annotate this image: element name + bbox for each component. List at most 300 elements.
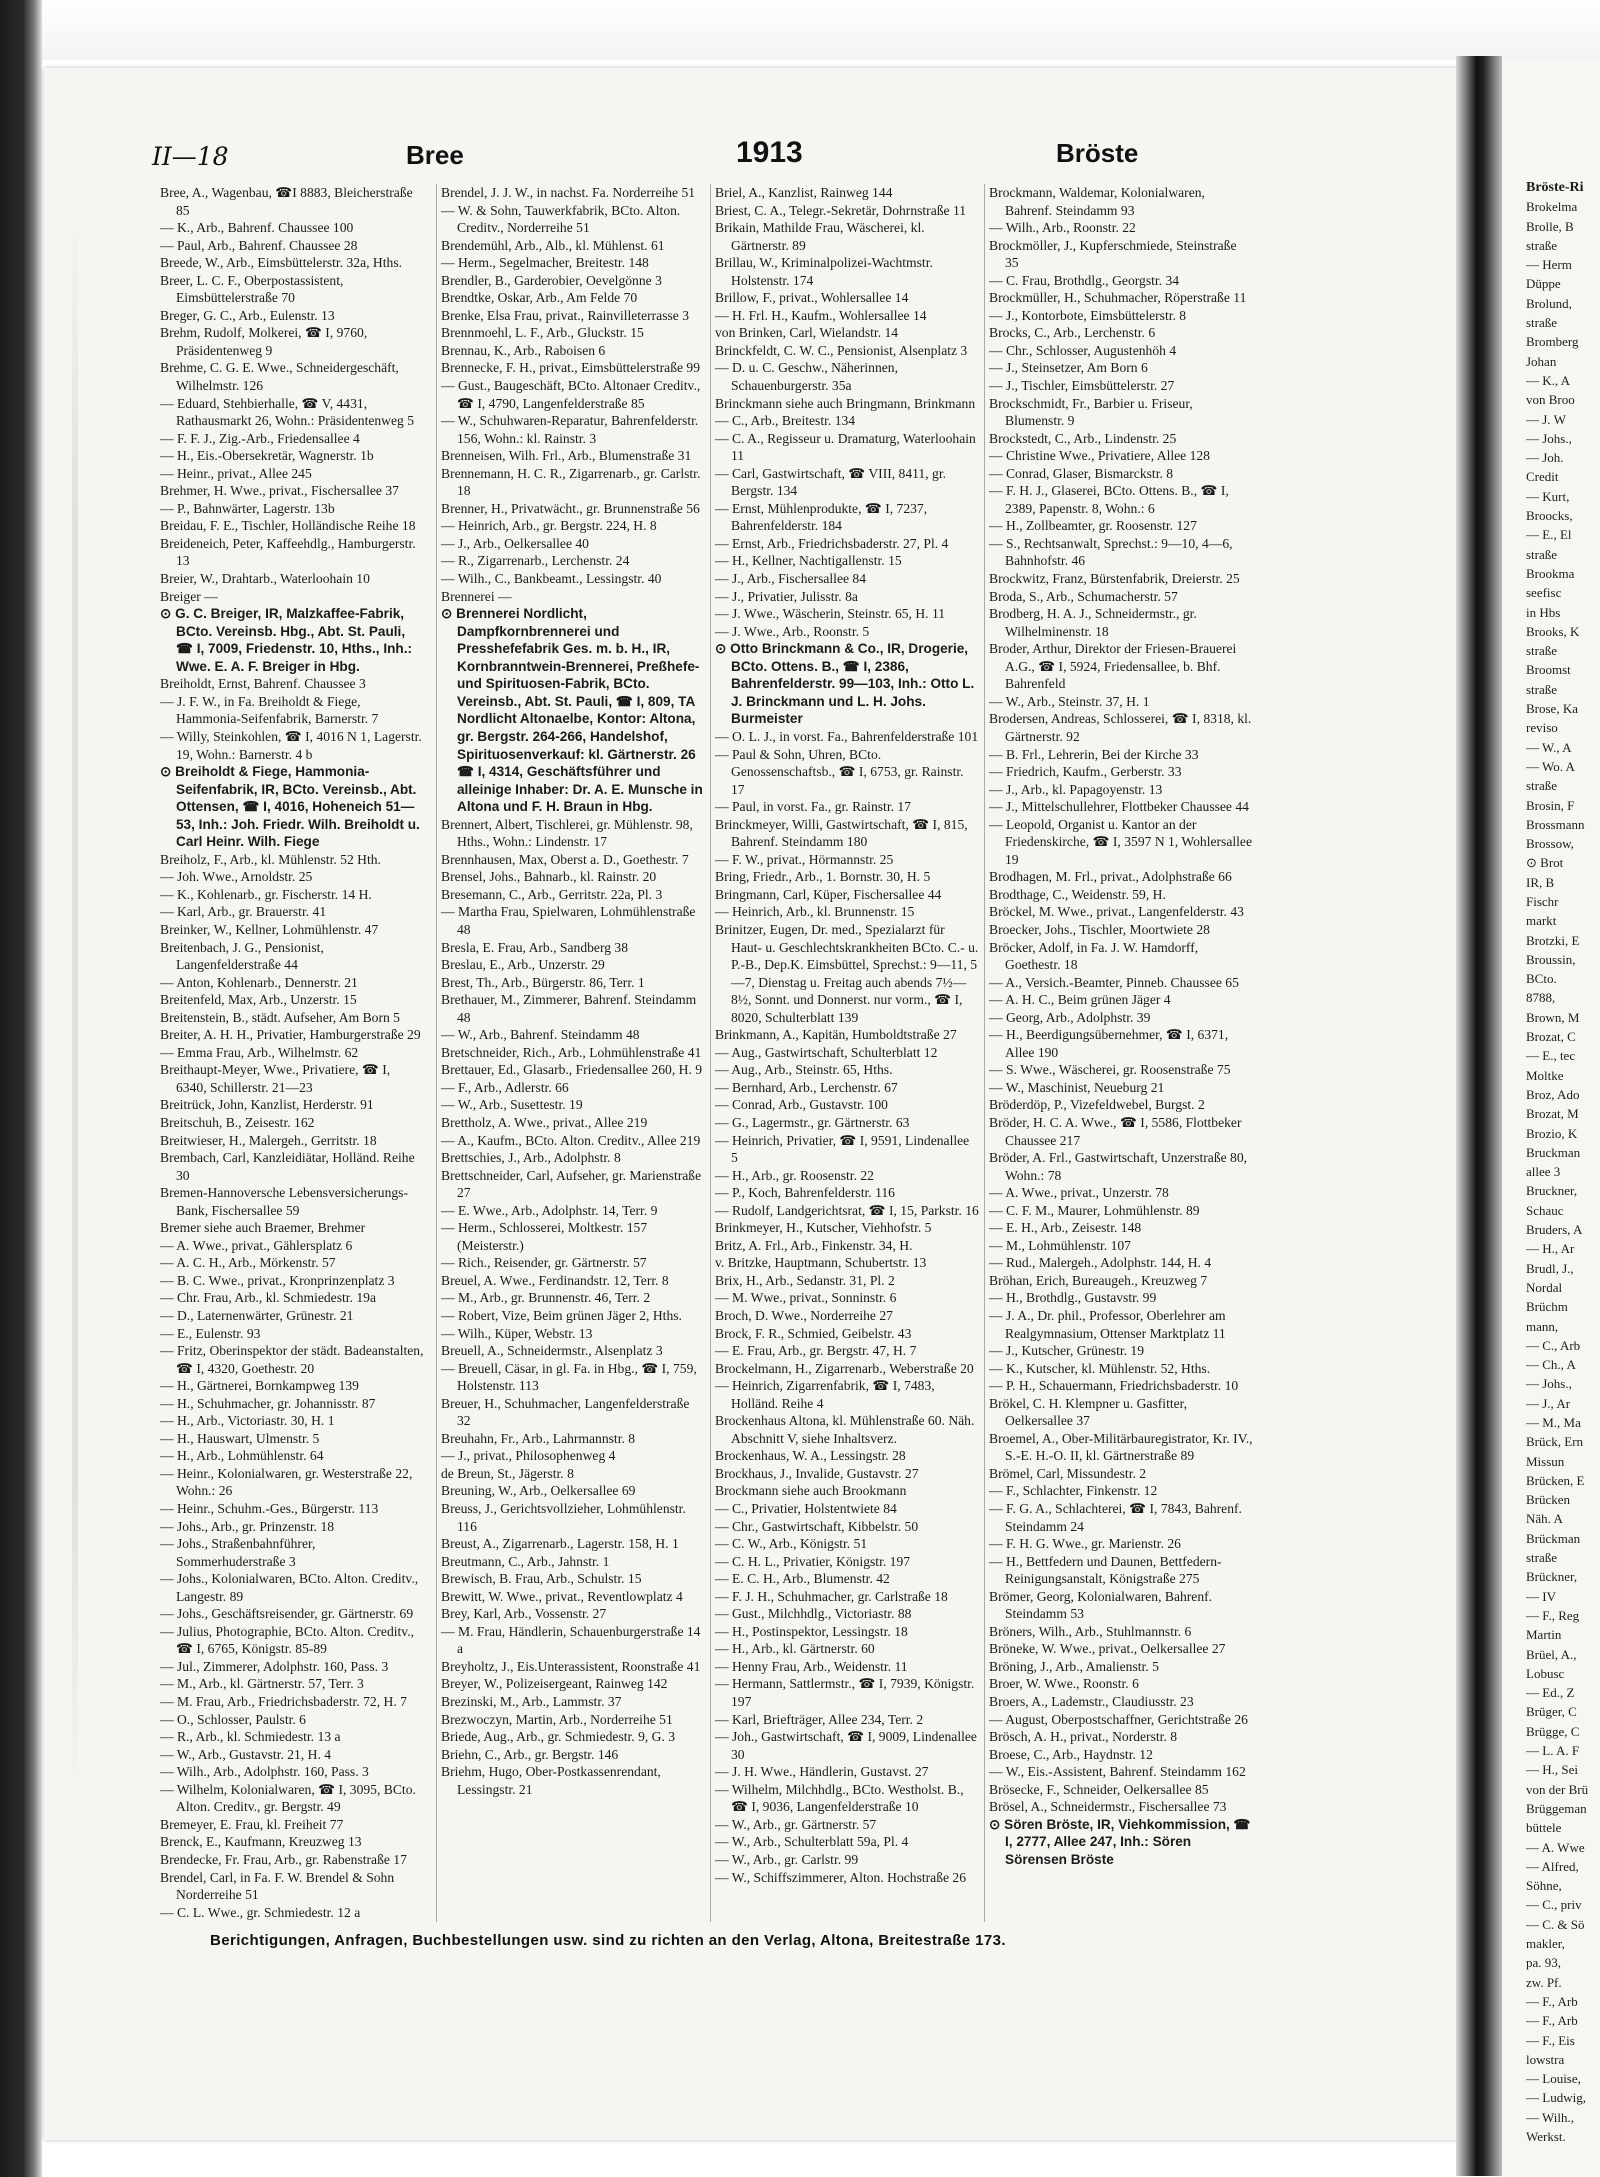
- facing-page-line: Brozat, C: [1526, 1029, 1576, 1045]
- facing-page-line: — Wo. A: [1526, 758, 1575, 774]
- directory-entry: — Anton, Kohlenarb., Dennerstr. 21: [160, 974, 358, 990]
- directory-entry: — J., Kutscher, Grünestr. 19: [989, 1343, 1145, 1359]
- facing-page-line: — F., Reg: [1526, 1607, 1580, 1623]
- facing-page-line: — C. & Sö: [1526, 1916, 1585, 1932]
- directory-entry: Breuning, W., Arb., Oelkersallee 69: [441, 1483, 636, 1499]
- directory-entry: Breuel, A. Wwe., Ferdinandstr. 12, Terr. 8: [441, 1272, 669, 1288]
- facing-page-line: Bromberg: [1526, 334, 1579, 350]
- directory-entry: — Henny Frau, Arb., Weidenstr. 11: [715, 1658, 908, 1674]
- directory-entry: Bremeyer, E. Frau, kl. Freiheit 77: [160, 1816, 344, 1832]
- facing-page-line: Brückman: [1526, 1530, 1581, 1546]
- directory-entry: Bröder, A. Frl., Gastwirtschaft, Unzerstraße 80, Wohn.: 78: [989, 1150, 1248, 1183]
- directory-entry: — R., Zigarrenarb., Lerchenstr. 24: [441, 553, 630, 569]
- directory-entry: — Heinrich, Arb., kl. Brunnenstr. 15: [715, 904, 915, 920]
- directory-entry: — M., Arb., kl. Gärtnerstr. 57, Terr. 3: [160, 1676, 364, 1692]
- directory-column-4: [984, 184, 1253, 1922]
- directory-entry: Brikain, Mathilde Frau, Wäscherei, kl. Gärtnerstr. 89: [715, 220, 925, 253]
- directory-entry: — Ernst, Arb., Friedrichsbaderstr. 27, Pl. 4: [715, 535, 949, 551]
- directory-entry: Brendtke, Oskar, Arb., Am Felde 70: [441, 290, 638, 306]
- facing-page-line: in Hbs: [1526, 604, 1561, 620]
- directory-entry: — C. W., Arb., Königstr. 51: [715, 1536, 868, 1552]
- directory-entry: Brewisch, B. Frau, Arb., Schulstr. 15: [441, 1571, 642, 1587]
- facing-page-line: — C., Arb: [1526, 1337, 1581, 1353]
- facing-page-line: pa. 93,: [1526, 1955, 1562, 1971]
- directory-entry: ⊙ Otto Brinckmann & Co., IR, Drogerie, BCto. Ottens. B., ☎ I, 2386, Bahrenfelderstr. 99—103, Inh.: Otto L. J. Brinckmann und L. H. Johs. Burmeister: [715, 641, 975, 727]
- directory-entry: Brockstedt, C., Arb., Lindenstr. 25: [989, 430, 1177, 446]
- directory-entry: — M. Frau, Arb., Friedrichsbaderstr. 72, H. 7: [160, 1694, 407, 1710]
- facing-page-line: straße: [1526, 546, 1558, 562]
- directory-entry: — H., Postinspektor, Lessingstr. 18: [715, 1623, 908, 1639]
- directory-entry: Britz, A. Frl., Arb., Finkenstr. 34, H.: [715, 1237, 913, 1253]
- directory-entry: — J., Arb., Oelkersallee 40: [441, 535, 589, 551]
- directory-entry: — W., Arb., Schulterblatt 59a, Pl. 4: [715, 1834, 909, 1850]
- directory-entry: Brockhaus, J., Invalide, Gustavstr. 27: [715, 1465, 919, 1481]
- directory-entry: Bröneke, W. Wwe., privat., Oelkersallee 27: [989, 1641, 1226, 1657]
- directory-entry: — J., Arb., Fischersallee 84: [715, 571, 867, 587]
- directory-entry: — Johs., Kolonialwaren, BCto. Alton. Creditv., Langestr. 89: [160, 1571, 419, 1604]
- directory-entry: — Wilh., Arb., Roonstr. 22: [989, 220, 1136, 236]
- directory-entry: Brinckmeyer, Willi, Gastwirtschaft, ☎ I, 815, Bahrenf. Steindamm 180: [715, 816, 968, 850]
- directory-entry: — H., Gärtnerei, Bornkampweg 139: [160, 1378, 359, 1394]
- directory-entry: — W., Maschinist, Neueburg 21: [989, 1079, 1165, 1095]
- directory-entry: — Rudolf, Landgerichtsrat, ☎ I, 15, Parkstr. 16: [715, 1202, 979, 1218]
- directory-entry: Brockmüller, H., Schuhmacher, Röperstraße 11: [989, 290, 1247, 306]
- running-head-right: Bröste: [1056, 138, 1139, 168]
- directory-entry: — Heinrich, Privatier, ☎ I, 9591, Lindenallee 5: [715, 1132, 970, 1166]
- directory-entry: Brennmoehl, L. F., Arb., Gluckstr. 15: [441, 325, 644, 341]
- directory-entry: — W. & Sohn, Tauwerkfabrik, BCto. Alton. Creditv., Norderreihe 51: [441, 202, 681, 236]
- directory-entry: — Paul, Arb., Bahrenf. Chaussee 28: [160, 237, 358, 253]
- directory-column-1: [160, 184, 424, 1922]
- facing-page-line: von der Brü: [1526, 1781, 1589, 1797]
- facing-page-line: straße: [1526, 1550, 1558, 1566]
- facing-page-line: straße: [1526, 681, 1558, 697]
- directory-entry: — Robert, Vize, Beim grünen Jäger 2, Hths.: [441, 1308, 682, 1323]
- directory-entry: Broda, S., Arb., Schumacherstr. 57: [989, 588, 1178, 604]
- directory-entry: ⊙ Brennerei Nordlicht, Dampfkornbrennerei und Presshefefabrik Ges. m. b. H., IR, Kornbranntwein-Brennerei, Preßhefe- und Spirituosen-Fabrik, BCto. Vereinsb., Abt. St. Pauli, ☎ I, 809, TA Nordlicht Altonaelbe, Kontor: Altona, gr. Bergstr. 264-266, Handelshof, Spirituosenverkauf: kl. Gärtnerstr. 26 ☎ I, 4314, Geschäftsführer und alleinige Inhaber: Dr. A. E. Munsche in Altona und F. H. Braun in Hbg.: [441, 606, 703, 815]
- directory-entry: Brinkmann, A., Kapitän, Humboldtstraße 27: [715, 1027, 957, 1043]
- directory-entry: — Joh. Wwe., Arnoldstr. 25: [160, 869, 313, 885]
- directory-entry: — P. H., Schauermann, Friedrichsbaderstr. 10: [989, 1378, 1239, 1394]
- facing-page-line: Schauc: [1526, 1202, 1564, 1218]
- directory-entry: Brockmann siehe auch Brookmann: [715, 1483, 907, 1499]
- facing-page-line: — Louise,: [1526, 2071, 1581, 2087]
- directory-entry: — Johs., Geschäftsreisender, gr. Gärtnerstr. 69: [160, 1606, 414, 1622]
- directory-entry: Bretschneider, Rich., Arb., Lohmühlenstraße 41: [441, 1044, 702, 1060]
- directory-entry: ⊙ Sören Bröste, IR, Viehkommission, ☎ I, 2777, Allee 247, Inh.: Sören Sörensen Bröste: [989, 1816, 1251, 1867]
- directory-entry: Brinckmann siehe auch Bringmann, Brinkmann: [715, 395, 976, 411]
- directory-entry: Breutmann, C., Arb., Jahnstr. 1: [441, 1553, 610, 1569]
- directory-entry: Brennau, K., Arb., Raboisen 6: [441, 342, 606, 358]
- directory-entry: — Wilhelm, Kolonialwaren, ☎ I, 3095, BCto. Alton. Creditv., gr. Bergstr. 49: [160, 1781, 416, 1815]
- facing-page-line: Brücken, E: [1526, 1472, 1585, 1488]
- facing-page-line: — L. A. F: [1526, 1743, 1580, 1759]
- facing-page-line: — Ed., Z: [1526, 1685, 1575, 1701]
- directory-entry: Breidau, F. E., Tischler, Holländische Reihe 18: [160, 518, 416, 534]
- directory-entry: Bröners, Wilh., Arb., Stuhlmannstr. 6: [989, 1623, 1192, 1639]
- facing-page-line: zw. Pf.: [1526, 1974, 1562, 1990]
- directory-entry: Brock, F. R., Schmied, Geibelstr. 43: [715, 1325, 912, 1341]
- directory-entry: — K., Arb., Bahrenf. Chaussee 100: [160, 220, 354, 236]
- facing-page-line: Fischr: [1526, 893, 1559, 909]
- facing-page-line: Broz, Ado: [1526, 1086, 1580, 1102]
- directory-entry: Breiger —: [160, 588, 218, 604]
- facing-page-line: — Wilh.,: [1526, 2109, 1574, 2125]
- directory-entry: Brethauer, M., Zimmerer, Bahrenf. Steindamm 48: [441, 992, 697, 1025]
- facing-page-line: Brudl, J.,: [1526, 1260, 1574, 1276]
- facing-page-line: Bröste-Ri: [1526, 180, 1584, 195]
- directory-entry: Breitrück, John, Kanzlist, Herderstr. 91: [160, 1097, 374, 1113]
- directory-entry: — Paul, in vorst. Fa., gr. Rainstr. 17: [715, 799, 911, 815]
- directory-entry: Brösecke, F., Schneider, Oelkersallee 85: [989, 1781, 1209, 1797]
- facing-page-line: Brüggeman: [1526, 1800, 1587, 1816]
- facing-page-line: — IV: [1526, 1588, 1556, 1604]
- directory-entry: Brettholz, A. Wwe., privat., Allee 219: [441, 1114, 648, 1130]
- directory-entry: Brennecke, F. H., privat., Eimsbüttelerstraße 99: [441, 360, 701, 376]
- facing-page-line: Brotzki, E: [1526, 932, 1580, 948]
- directory-entry: Brömel, Carl, Missundestr. 2: [989, 1465, 1147, 1481]
- directory-column-3: [710, 184, 979, 1922]
- facing-page-line: — F., Arb: [1526, 2013, 1578, 2029]
- directory-entry: — J., Mittelschullehrer, Flottbeker Chaussee 44: [989, 799, 1249, 815]
- directory-entry: — Julius, Photographie, BCto. Alton. Creditv., ☎ I, 6765, Königstr. 85-89: [160, 1623, 415, 1657]
- directory-entry: — D. u. C. Geschw., Näherinnen, Schauenburgerstr. 35a: [715, 360, 898, 394]
- running-head-year: 1913: [736, 136, 803, 169]
- directory-entry: Breyer, W., Polizeisergeant, Rainweg 142: [441, 1676, 668, 1692]
- directory-entry: — Wilh., Arb., Adolphstr. 160, Pass. 3: [160, 1764, 369, 1780]
- directory-entry: Breust, A., Zigarrenarb., Lagerstr. 158, H. 1: [441, 1536, 679, 1552]
- directory-entry: — B. Frl., Lehrerin, Bei der Kirche 33: [989, 746, 1199, 762]
- directory-entry: Bree, A., Wagenbau, ☎I 8883, Bleicherstraße 85: [160, 185, 413, 218]
- directory-entry: — A. H. C., Beim grünen Jäger 4: [989, 992, 1171, 1008]
- directory-entry: — F. J. H., Schuhmacher, gr. Carlstraße 18: [715, 1588, 948, 1604]
- facing-page-line: — F., Eis: [1526, 2032, 1575, 2048]
- directory-entry: Breuss, J., Gerichtsvollzieher, Lohmühlenstr. 116: [441, 1501, 686, 1534]
- directory-entry: Briehm, Hugo, Ober-Postkassenrendant, Lessingstr. 21: [441, 1764, 661, 1797]
- directory-entry: — Ernst, Mühlenprodukte, ☎ I, 7237, Bahrenfelderstr. 184: [715, 500, 928, 534]
- facing-page-line: allee 3: [1526, 1164, 1561, 1180]
- facing-page-line: — M., Ma: [1526, 1415, 1581, 1430]
- directory-entry: Brensel, Johs., Bahnarb., kl. Rainstr. 20: [441, 869, 657, 885]
- facing-page-line: Bruckman: [1526, 1144, 1581, 1160]
- directory-entry: — S., Rechtsanwalt, Sprechst.: 9—10, 4—6, Bahnhofstr. 46: [989, 535, 1233, 569]
- page-number: II—18: [152, 142, 229, 171]
- directory-entry: Brösel, A., Schneidermstr., Fischersallee 73: [989, 1799, 1227, 1815]
- directory-entry: Breiter, A. H. H., Privatier, Hamburgerstraße 29: [160, 1027, 421, 1043]
- directory-entry: Broecker, Johs., Tischler, Moortwiete 28: [989, 921, 1210, 937]
- facing-page-line: — Joh.: [1526, 450, 1564, 466]
- directory-entry: — O. L. J., in vorst. Fa., Bahrenfelderstraße 101: [715, 728, 979, 744]
- directory-entry: Breyholtz, J., Eis.Unterassistent, Roonstraße 41: [441, 1658, 701, 1674]
- directory-entry: — Wilh., C., Bankbeamt., Lessingstr. 40: [441, 571, 662, 587]
- directory-entry: Briest, C. A., Telegr.-Sekretär, Dohrnstraße 11: [715, 202, 967, 218]
- facing-page-line: Brück, Ern: [1526, 1434, 1584, 1450]
- directory-entry: — Gust., Baugeschäft, BCto. Altonaer Creditv., ☎ I, 4790, Langenfelderstraße 85: [441, 378, 701, 411]
- directory-column-2: [436, 184, 705, 1922]
- directory-entry: Broch, D. Wwe., Norderreihe 27: [715, 1308, 893, 1323]
- facing-page-line: Bruckner,: [1526, 1183, 1578, 1199]
- facing-page-line: Brücken: [1526, 1492, 1571, 1508]
- directory-entry: — O., Schlosser, Paulstr. 6: [160, 1711, 306, 1727]
- facing-page-line: Brokelma: [1526, 199, 1578, 215]
- facing-page-line: 8788,: [1526, 990, 1556, 1006]
- facing-page-line: Broussin,: [1526, 951, 1576, 967]
- directory-entry: — W., Arb., gr. Gärtnerstr. 57: [715, 1816, 877, 1832]
- directory-entry: Brockenhaus, W. A., Lessingstr. 28: [715, 1448, 906, 1464]
- directory-entry: — H., Arb., Lohmühlenstr. 64: [160, 1448, 324, 1464]
- facing-page-line: BCto.: [1526, 971, 1557, 987]
- directory-entry: — W., Eis.-Assistent, Bahrenf. Steindamm 162: [989, 1764, 1246, 1780]
- facing-page-line: Lobusc: [1526, 1665, 1565, 1681]
- facing-page-line: straße: [1526, 315, 1558, 331]
- directory-entry: — J. A., Dr. phil., Professor, Oberlehrer am Realgymnasium, Ottenser Marktplatz 11: [989, 1308, 1226, 1341]
- directory-entry: — Leopold, Organist u. Kantor an der Friedenskirche, ☎ I, 3597 N 1, Wohlersallee 19: [989, 816, 1252, 867]
- directory-entry: — J. F. W., in Fa. Breiholdt & Fiege, Hammonia-Seifenfabrik, Barnerstr. 7: [160, 693, 379, 727]
- page-header: [152, 132, 1452, 172]
- directory-entry: — W., Arb., gr. Carlstr. 99: [715, 1851, 859, 1867]
- directory-entry: Brendler, B., Garderobier, Oevelgönne 3: [441, 272, 662, 288]
- directory-entry: — C. Frau, Brothdlg., Georgstr. 34: [989, 272, 1180, 288]
- directory-entry: Brehmer, H. Wwe., privat., Fischersallee 37: [160, 483, 399, 499]
- facing-page-line: straße: [1526, 778, 1558, 794]
- directory-entry: Briehn, C., Arb., gr. Bergstr. 146: [441, 1746, 619, 1762]
- directory-entry: — Paul & Sohn, Uhren, BCto. Genossenschaftsb., ☎ I, 6753, gr. Rainstr. 17: [715, 746, 964, 797]
- directory-entry: — H. Frl. H., Kaufm., Wohlersallee 14: [715, 307, 927, 323]
- directory-entry: — H., Arb., gr. Roosenstr. 22: [715, 1167, 874, 1183]
- directory-entry: — A., Versich.-Beamter, Pinneb. Chaussee 65: [989, 974, 1239, 990]
- directory-entry: — C. L. Wwe., gr. Schmiedestr. 12 a: [160, 1904, 361, 1920]
- directory-entry: — Chr., Gastwirtschaft, Kibbelstr. 50: [715, 1518, 919, 1534]
- directory-entry: Breitenstein, B., städt. Aufseher, Am Born 5: [160, 1009, 400, 1025]
- facing-page-line: Broocks,: [1526, 508, 1573, 524]
- facing-page-line: — C., priv: [1526, 1897, 1582, 1913]
- directory-entry: — E. Wwe., Arb., Adolphstr. 14, Terr. 9: [441, 1202, 658, 1218]
- directory-entry: Brösch, A. H., privat., Norderstr. 8: [989, 1729, 1178, 1745]
- facing-page-line: von Broo: [1526, 392, 1575, 408]
- directory-entry: Brennhausen, Max, Oberst a. D., Goethestr. 7: [441, 851, 689, 867]
- facing-page-line: Missun: [1526, 1453, 1565, 1469]
- directory-entry: Brewitt, W. Wwe., privat., Reventlowplatz 4: [441, 1588, 683, 1604]
- facing-page-line: markt: [1526, 913, 1557, 929]
- directory-entry: Brenneisen, Wilh. Frl., Arb., Blumenstraße 31: [441, 448, 692, 464]
- directory-entry: Breuell, A., Schneidermstr., Alsenplatz 3: [441, 1343, 663, 1359]
- facing-page-line: Brossmann: [1526, 816, 1585, 832]
- directory-entry: Brodhagen, M. Frl., privat., Adolphstraße 66: [989, 869, 1232, 885]
- directory-entry: — Willy, Steinkohlen, ☎ I, 4016 N 1, Lagerstr. 19, Wohn.: Barnerstr. 4 b: [160, 728, 422, 762]
- directory-entry: Brockelmann, H., Zigarrenarb., Weberstraße 20: [715, 1360, 974, 1376]
- directory-entry: von Brinken, Carl, Wielandstr. 14: [715, 325, 899, 341]
- directory-entry: Brennemann, H. C. R., Zigarrenarb., gr. Carlstr. 18: [441, 465, 701, 499]
- directory-entry: Bröcker, Adolf, in Fa. J. W. Hamdorff, Goethestr. 18: [989, 939, 1199, 973]
- book-spine: [1456, 56, 1502, 2176]
- directory-entry: — H., Eis.-Obersekretär, Wagnerstr. 1b: [160, 448, 374, 464]
- directory-entry: — G., Lagermstr., gr. Gärtnerstr. 63: [715, 1114, 910, 1130]
- facing-page-line: seefisc: [1526, 585, 1562, 601]
- directory-entry: — A. Wwe., privat., Unzerstr. 78: [989, 1185, 1169, 1201]
- directory-entry: — Herm., Schlosserei, Moltkestr. 157 (Meisterstr.): [441, 1220, 648, 1253]
- directory-entry: — P., Bahnwärter, Lagerstr. 13b: [160, 500, 335, 516]
- directory-entry: Brehm, Rudolf, Molkerei, ☎ I, 9760, Präsidentenweg 9: [160, 325, 368, 358]
- directory-entry: — H., Schuhmacher, gr. Johannisstr. 87: [160, 1395, 376, 1411]
- directory-entry: — H., Zollbeamter, gr. Roosenstr. 127: [989, 518, 1197, 534]
- directory-entry: Brehme, C. G. E. Wwe., Schneidergeschäft, Wilhelmstr. 126: [160, 360, 399, 394]
- directory-entry: Brendecke, Fr. Frau, Arb., gr. Rabenstraße 17: [160, 1851, 407, 1867]
- directory-entry: — Conrad, Glaser, Bismarckstr. 8: [989, 465, 1174, 481]
- directory-entry: Bresemann, C., Arb., Gerritstr. 22a, Pl. 3: [441, 886, 663, 902]
- facing-page-line: Brose, Ka: [1526, 701, 1578, 717]
- directory-entry: — W., Arb., Steinstr. 37, H. 1: [989, 693, 1150, 709]
- directory-entry: — Gust., Milchhdlg., Victoriastr. 88: [715, 1606, 912, 1622]
- directory-entry: Brembach, Carl, Kanzleidiätar, Holländ. Reihe 30: [160, 1150, 415, 1183]
- directory-entry: Broese, C., Arb., Haydnstr. 12: [989, 1746, 1153, 1762]
- directory-entry: Breitenbach, J. G., Pensionist, Langenfelderstraße 44: [160, 939, 324, 973]
- directory-entry: — E. C. H., Arb., Blumenstr. 42: [715, 1571, 890, 1587]
- directory-entry: — K., Kohlenarb., gr. Fischerstr. 14 H.: [160, 886, 372, 902]
- facing-page-line: Nordal: [1526, 1279, 1563, 1295]
- directory-entry: — Heinr., Schuhm.-Ges., Bürgerstr. 113: [160, 1501, 379, 1517]
- directory-entry: Brockenhaus Altona, kl. Mühlenstraße 60. Näh. Abschnitt V, siehe Inhaltsverz.: [715, 1413, 975, 1446]
- facing-page-line: Näh. A: [1526, 1511, 1563, 1527]
- directory-entry: v. Britzke, Hauptmann, Schubertstr. 13: [715, 1255, 927, 1271]
- directory-entry: — Wilh., Küper, Webstr. 13: [441, 1325, 593, 1341]
- directory-entry: Bremen-Hannoversche Lebensversicherungs-Bank, Fischersallee 59: [160, 1185, 408, 1218]
- directory-entry: — Georg, Arb., Adolphstr. 39: [989, 1009, 1151, 1025]
- directory-entry: Brodthage, C., Weidenstr. 59, H.: [989, 886, 1166, 902]
- directory-entry: — C., Privatier, Holstentwiete 84: [715, 1501, 897, 1517]
- facing-page-line: mann,: [1526, 1318, 1559, 1334]
- directory-entry: Brezwoczyn, Martin, Arb., Norderreihe 51: [441, 1711, 673, 1727]
- directory-entry: Breideneich, Peter, Kaffeehdlg., Hamburgerstr. 13: [160, 535, 416, 569]
- directory-entry: Brezinski, M., Arb., Lammstr. 37: [441, 1694, 622, 1710]
- facing-page-line: Broomst: [1526, 662, 1571, 678]
- directory-entry: — E., Eulenstr. 93: [160, 1325, 261, 1341]
- facing-page-line: Brosin, F: [1526, 797, 1575, 813]
- facing-page-line: — Alfred,: [1526, 1858, 1579, 1874]
- directory-entry: Breede, W., Arb., Eimsbüttelerstr. 32a, Hths.: [160, 255, 403, 271]
- directory-entry: Brenke, Elsa Frau, privat., Rainvilleterrasse 3: [441, 307, 690, 323]
- directory-entry: Breuhahn, Fr., Arb., Lahrmannstr. 8: [441, 1430, 636, 1446]
- directory-entry: Brix, H., Arb., Sedanstr. 31, Pl. 2: [715, 1272, 895, 1288]
- directory-entry: — J. H. Wwe., Händlerin, Gustavst. 27: [715, 1764, 929, 1780]
- directory-entry: Bringmann, Carl, Küper, Fischersallee 44: [715, 886, 942, 902]
- directory-entry: Bring, Friedr., Arb., 1. Bornstr. 30, H. 5: [715, 869, 931, 885]
- facing-page-line: Brolund,: [1526, 295, 1572, 311]
- directory-entry: — F. H. G. Wwe., gr. Marienstr. 26: [989, 1536, 1181, 1552]
- directory-entry: — Rich., Reisender, gr. Gärtnerstr. 57: [441, 1255, 647, 1271]
- facing-page-line: Söhne,: [1526, 1878, 1562, 1894]
- facing-page: [1502, 60, 1600, 2177]
- scan-top-edge: [0, 0, 1600, 60]
- directory-entry: Broemel, A., Ober-Militärbauregistrator, Kr. IV., S.-E. H.-O. II, kl. Gärtnerstraße 89: [989, 1430, 1253, 1464]
- directory-entry: — Breuell, Cäsar, in gl. Fa. in Hbg., ☎ I, 759, Holstenstr. 113: [441, 1360, 697, 1394]
- directory-entry: Brenck, E., Kaufmann, Kreuzweg 13: [160, 1834, 362, 1850]
- facing-page-line: lowstra: [1526, 2051, 1565, 2067]
- directory-entry: — Heinrich, Arb., gr. Bergstr. 224, H. 8: [441, 518, 657, 534]
- directory-entry: — Martha Frau, Spielwaren, Lohmühlenstraße 48: [441, 904, 696, 937]
- directory-entry: — Hermann, Sattlermstr., ☎ I, 7939, Königstr. 197: [715, 1676, 975, 1710]
- directory-entry: Brendel, Carl, in Fa. F. W. Brendel & Sohn Norderreihe 51: [160, 1869, 395, 1903]
- directory-entry: Briede, Aug., Arb., gr. Schmiedestr. 9, G. 3: [441, 1729, 676, 1745]
- directory-entry: — H., Arb., Victoriastr. 30, H. 1: [160, 1413, 335, 1429]
- facing-page-line: — J. W: [1526, 411, 1566, 427]
- directory-entry: Brocks, C., Arb., Lerchenstr. 6: [989, 325, 1156, 341]
- directory-entry: — Herm., Segelmacher, Breitestr. 148: [441, 255, 649, 271]
- directory-entry: Bröckel, M. Wwe., privat., Langenfelderstr. 43: [989, 904, 1244, 920]
- directory-entry: — J., privat., Philosophenweg 4: [441, 1448, 616, 1464]
- directory-entry: — Emma Frau, Arb., Wilhelmstr. 62: [160, 1044, 359, 1060]
- facing-page-line: — Kurt,: [1526, 488, 1570, 504]
- directory-entry: Breer, L. C. F., Oberpostassistent, Eimsbüttelerstraße 70: [160, 272, 344, 306]
- directory-entry: — E. H., Arb., Zeisestr. 148: [989, 1220, 1142, 1236]
- directory-entry: ⊙ G. C. Breiger, IR, Malzkaffee-Fabrik, BCto. Vereinsb. Hbg., Abt. St. Pauli, ☎ I, 7009, Friedenstr. 10, Hths., Inh.: Wwe. E. A. F. Breiger in Hbg.: [160, 606, 413, 674]
- facing-page-line: Brückner,: [1526, 1569, 1578, 1585]
- facing-page-line: — E., El: [1526, 527, 1572, 543]
- directory-entry: — C., Arb., Breitestr. 134: [715, 413, 856, 429]
- directory-entry: — A. Wwe., privat., Gählersplatz 6: [160, 1237, 353, 1253]
- facing-page-line: IR, B: [1526, 874, 1555, 890]
- facing-page-line: Brüel, A.,: [1526, 1646, 1577, 1662]
- facing-page-line: Düppe: [1526, 276, 1561, 292]
- directory-entry: Brenner, H., Privatwächt., gr. Brunnenstraße 56: [441, 500, 700, 516]
- directory-entry: — F. W., privat., Hörmannstr. 25: [715, 851, 894, 867]
- directory-entry: — Jul., Zimmerer, Adolphstr. 160, Pass. 3: [160, 1658, 389, 1674]
- running-head-left: Bree: [406, 140, 464, 170]
- directory-entry: Brendel, J. J. W., in nachst. Fa. Norderreihe 51: [441, 185, 696, 200]
- directory-entry: Breitschuh, B., Zeisestr. 162: [160, 1114, 315, 1130]
- directory-entry: — Christine Wwe., Privatiere, Allee 128: [989, 448, 1210, 464]
- directory-entry: — C. A., Regisseur u. Dramaturg, Waterloohain 11: [715, 430, 976, 464]
- directory-entry: Brettschneider, Carl, Aufseher, gr. Marienstraße 27: [441, 1167, 702, 1201]
- facing-page-line: — H., Sei: [1526, 1762, 1578, 1778]
- directory-entry: Brömer, Georg, Kolonialwaren, Bahrenf. Steindamm 53: [989, 1588, 1213, 1622]
- directory-entry: Breinker, W., Kellner, Lohmühlenstr. 47: [160, 921, 379, 937]
- directory-entry: — J. Wwe., Arb., Roonstr. 5: [715, 623, 870, 639]
- directory-entry: — W., Schiffszimmerer, Alton. Hochstraße 26: [715, 1869, 967, 1885]
- directory-entry: Brinitzer, Eugen, Dr. med., Spezialarzt für Haut- u. Geschlechtskrankheiten BCto. C.- u. P.-B., Dep.K. Eimsbüttel, Sprechst.: 9—11, 5—7, Dienstag u. Freitag auch abends 7½—8½, Sonnt. und Donnerst. nur vorm., ☎ I, 8020, Schulterblatt 139: [715, 921, 979, 1025]
- facing-page-line: Brookma: [1526, 565, 1575, 581]
- directory-entry: — J., Kontorbote, Eimsbüttelerstr. 8: [989, 307, 1187, 323]
- directory-entry: — Wilhelm, Milchhdlg., BCto. Westholst. B., ☎ I, 9036, Langenfelderstraße 10: [715, 1781, 964, 1815]
- directory-entry: — Karl, Briefträger, Allee 234, Terr. 2: [715, 1711, 924, 1727]
- directory-entry: Broder, Arthur, Direktor der Friesen-Brauerei A.G., ☎ I, 5924, Friedensallee, b. Bhf. Bahrenfeld: [989, 641, 1237, 692]
- facing-page-line: Martin: [1526, 1627, 1562, 1643]
- directory-entry: — W., Arb., Bahrenf. Steindamm 48: [441, 1027, 640, 1043]
- directory-entry: — E. Frau, Arb., gr. Bergstr. 47, H. 7: [715, 1343, 917, 1359]
- facing-page-line: — H., Ar: [1526, 1241, 1575, 1257]
- directory-entry: — M., Lohmühlenstr. 107: [989, 1237, 1131, 1253]
- directory-entry: Bresla, E. Frau, Arb., Sandberg 38: [441, 939, 629, 955]
- directory-entry: — F. F. J., Zig.-Arb., Friedensallee 4: [160, 430, 360, 446]
- directory-entry: Bröhan, Erich, Bureaugeh., Kreuzweg 7: [989, 1272, 1208, 1288]
- directory-entry: Brillow, F., privat., Wohlersallee 14: [715, 290, 909, 306]
- facing-page-line: straße: [1526, 643, 1558, 659]
- page-margin-shadow: [72, 204, 78, 1804]
- directory-entry: — Johs., Arb., gr. Prinzenstr. 18: [160, 1518, 335, 1534]
- facing-page-line: — K., A: [1526, 372, 1571, 388]
- directory-entry: — J., Steinsetzer, Am Born 6: [989, 360, 1148, 376]
- directory-entry: — W., Arb., Gustavstr. 21, H. 4: [160, 1746, 332, 1762]
- directory-entry: — Eduard, Stehbierhalle, ☎ V, 4431, Rathausmarkt 26, Wohn.: Präsidentenweg 5: [160, 395, 415, 429]
- publisher-notice: Berichtigungen, Anfragen, Buchbestellungen usw. sind zu richten an den Verlag, Altona, Breitestraße 173.: [210, 1932, 1006, 1949]
- directory-entry: — P., Koch, Bahrenfelderstr. 116: [715, 1185, 895, 1201]
- directory-entry: — W., Schuhwaren-Reparatur, Bahrenfelderstr. 156, Wohn.: kl. Rainstr. 3: [441, 413, 699, 446]
- directory-entry: — Aug., Gastwirtschaft, Schulterblatt 12: [715, 1044, 938, 1060]
- directory-entry: Briel, A., Kanzlist, Rainweg 144: [715, 185, 893, 200]
- facing-page-line: büttele: [1526, 1820, 1562, 1836]
- directory-entry: — M. Wwe., privat., Sonninstr. 6: [715, 1290, 897, 1306]
- facing-page-line: Brown, M: [1526, 1009, 1580, 1025]
- scan-left-edge: [0, 0, 42, 2177]
